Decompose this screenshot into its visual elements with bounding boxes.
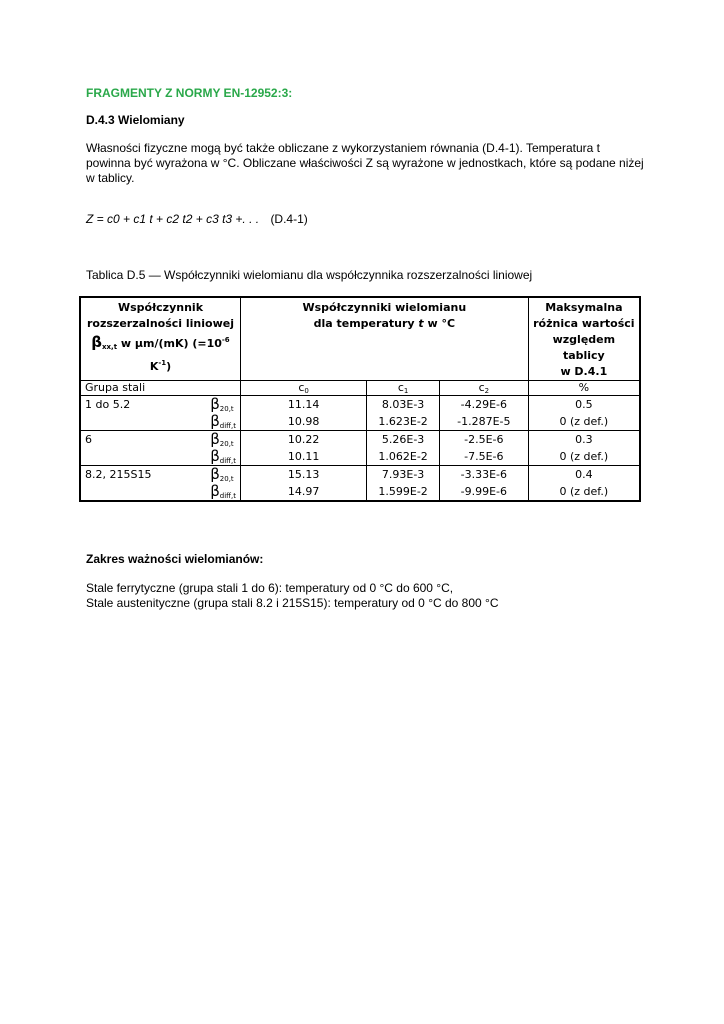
c0-letter: c (298, 381, 305, 394)
cell-value: 15.13 (287, 468, 320, 481)
header-col3-line4: w D.4.1 (560, 365, 608, 378)
diff-cell (528, 396, 640, 431)
c2-cell (440, 466, 529, 502)
header-max-difference (528, 297, 640, 381)
header-col2-line1: Współczynniki wielomianu (302, 301, 467, 314)
cell-value: 5.26E-3 (381, 433, 425, 446)
cell-value: 0 (z def.) (559, 450, 609, 463)
group-label: 6 (85, 433, 92, 446)
c1-cell (367, 431, 440, 466)
cell-value: -2.5E-6 (464, 433, 504, 446)
group-label: 8.2, 215S15 (85, 468, 152, 481)
cell-value: 11.14 (287, 398, 320, 411)
diff-cell (528, 431, 640, 466)
cell-value: 0.4 (575, 468, 593, 481)
cell-value: -1.287E-5 (457, 415, 511, 428)
c1-cell (367, 466, 440, 502)
formula-expression: Z = c0 + c1 t + c2 t2 + c3 t3 +. . . (86, 212, 260, 226)
header-col3-line3: względem tablicy (552, 333, 616, 362)
beta-subscript: xx,t (102, 343, 118, 351)
group-cell (80, 431, 240, 466)
beta-symbol: β (210, 482, 220, 500)
unit-close: ) (166, 360, 172, 373)
cell-value: 1.062E-2 (378, 450, 428, 463)
cell-value: 0.5 (575, 398, 593, 411)
header-expansion-coefficient (80, 297, 240, 381)
header-col3-line2: różnica wartości (533, 317, 635, 330)
cell-value: 10.98 (287, 415, 320, 428)
beta-sub-difft: diff,t (219, 422, 236, 430)
diff-cell (528, 466, 640, 502)
beta-labels (210, 396, 236, 430)
unit-k: K (149, 360, 159, 373)
group-cell (80, 466, 240, 502)
header-col2-prefix: dla temperatury (313, 317, 419, 330)
c0-subscript: 0 (304, 387, 309, 395)
formula-reference: (D.4-1) (270, 212, 308, 226)
table-row (80, 431, 640, 466)
beta-sub-20t: 20,t (219, 405, 234, 413)
c0-cell (240, 431, 366, 466)
beta-symbol: β (210, 465, 220, 483)
table-caption: Tablica D.5 — Współczynniki wielomianu dla współczynnika rozszerzalności liniowej (86, 268, 533, 282)
beta-symbol: β (91, 333, 103, 351)
beta-sub-difft: diff,t (219, 457, 236, 465)
cell-value: 0.3 (575, 433, 593, 446)
section-paragraph: Własności fizyczne mogą być także obliczane z wykorzystaniem równania (D.4-1). Temperatura t powinna być wyrażona w °C. Obliczane właściwości Z są wyrażone w jednostkach, które są podane niżej w tablicy. (86, 141, 644, 185)
c2-subscript: 2 (484, 387, 490, 395)
cell-value: 10.11 (287, 450, 320, 463)
header-col1-unit-line (85, 332, 236, 375)
beta-symbol: β (210, 447, 220, 465)
header-col2-t: t (418, 317, 424, 330)
subheader-group-label: Grupa stali (80, 381, 240, 396)
cell-value: 0 (z def.) (559, 485, 609, 498)
table-subheader-row (80, 381, 640, 396)
beta-sub-20t: 20,t (219, 440, 234, 448)
table-row (80, 396, 640, 431)
subheader-c1 (367, 381, 440, 396)
beta-labels (210, 431, 236, 465)
header-col2-line2 (245, 316, 524, 332)
c1-letter: c (397, 381, 404, 394)
beta-sub-20t: 20,t (219, 475, 234, 483)
c1-subscript: 1 (403, 387, 409, 395)
cell-value: 1.623E-2 (378, 415, 428, 428)
cell-value: -4.29E-6 (460, 398, 508, 411)
formula (86, 212, 308, 226)
validity-range-title: Zakres ważności wielomianów: (86, 552, 264, 566)
cell-value: -9.99E-6 (460, 485, 508, 498)
cell-value: -3.33E-6 (460, 468, 508, 481)
subheader-percent: % (528, 381, 640, 396)
cell-value: 1.599E-2 (378, 485, 428, 498)
c1-cell (367, 396, 440, 431)
validity-austenitic: Stale austenityczne (grupa stali 8.2 i 215S15): temperatury od 0 °C do 800 °C (86, 596, 499, 610)
beta-symbol: β (210, 430, 220, 448)
validity-ferritic: Stale ferrytyczne (grupa stali 1 do 6): temperatury od 0 °C do 600 °C, (86, 581, 454, 595)
c2-cell (440, 431, 529, 466)
cell-value: 8.03E-3 (381, 398, 425, 411)
header-col1-line2: rozszerzalności liniowej (87, 317, 234, 330)
c2-cell (440, 396, 529, 431)
subheader-c2 (440, 381, 529, 396)
header-col3-line1: Maksymalna (545, 301, 623, 314)
document-heading: FRAGMENTY Z NORMY EN-12952:3: (86, 86, 293, 100)
table-header-row (80, 297, 640, 381)
cell-value: 10.22 (287, 433, 320, 446)
c0-cell (240, 466, 366, 502)
group-cell (80, 396, 240, 431)
c0-cell (240, 396, 366, 431)
cell-value: 0 (z def.) (559, 415, 609, 428)
cell-value: 14.97 (287, 485, 320, 498)
cell-value: -7.5E-6 (464, 450, 504, 463)
table-row (80, 466, 640, 502)
group-label: 1 do 5.2 (85, 398, 131, 411)
beta-sub-difft: diff,t (219, 492, 236, 500)
header-col2-suffix: w °C (423, 317, 456, 330)
beta-symbol: β (210, 395, 220, 413)
cell-value: 7.93E-3 (381, 468, 425, 481)
beta-symbol: β (210, 412, 220, 430)
header-polynomial-coefficients (240, 297, 528, 381)
unit-k-exponent: -1 (158, 359, 167, 367)
header-col1-line1: Współczynnik (117, 301, 204, 314)
unit-exponent: -6 (221, 336, 230, 344)
subheader-c0 (240, 381, 366, 396)
unit-text: w µm/(mK) (=10 (117, 337, 222, 350)
c2-letter: c (478, 381, 485, 394)
beta-labels (210, 466, 236, 500)
section-title: D.4.3 Wielomiany (86, 113, 185, 127)
coefficients-table (79, 296, 641, 502)
